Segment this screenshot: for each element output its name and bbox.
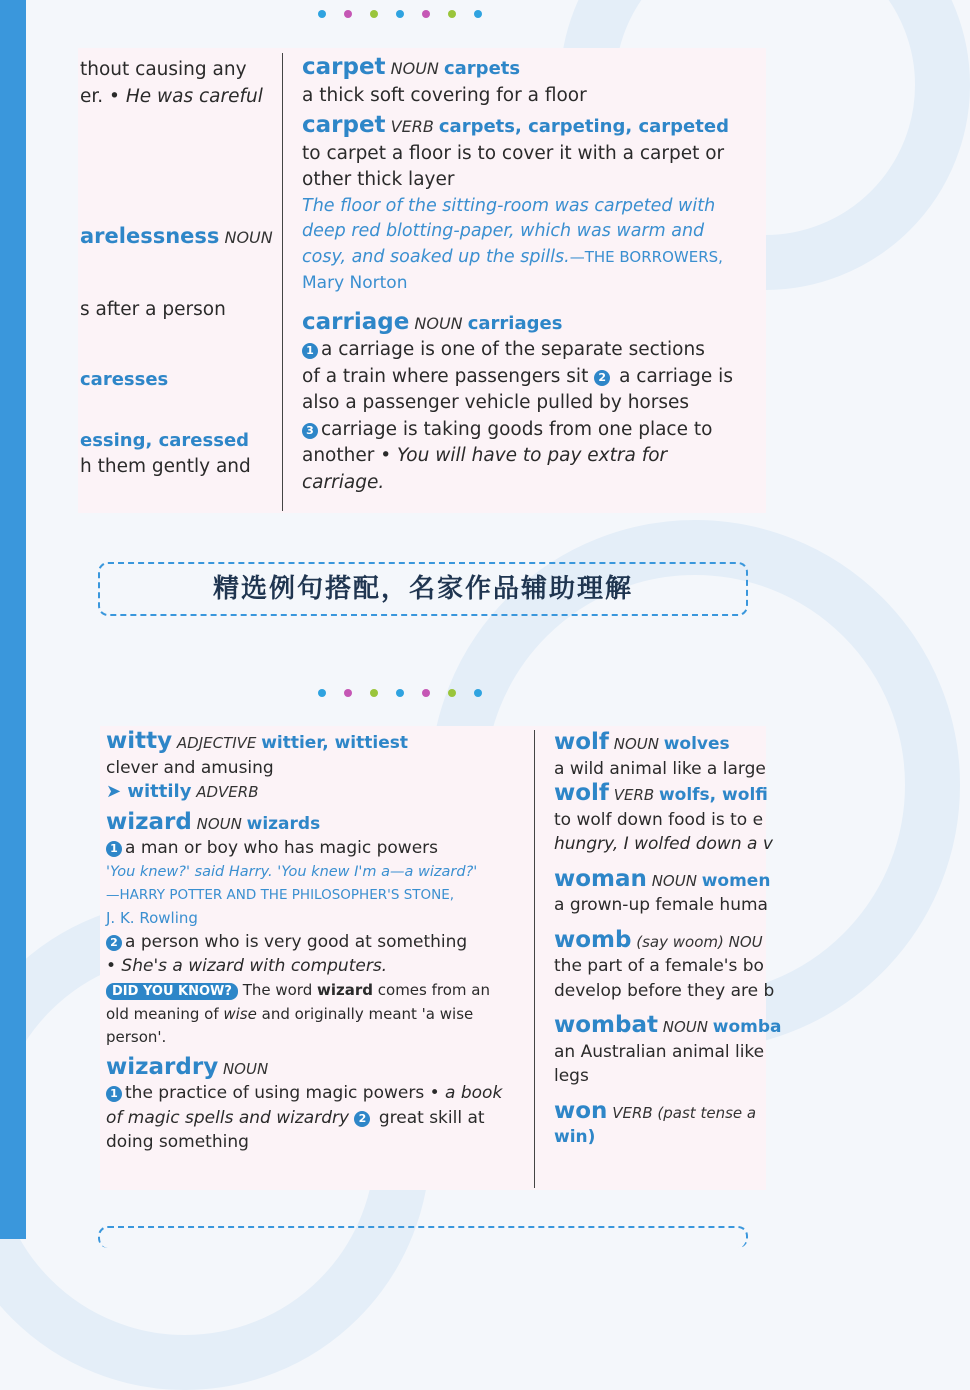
dot xyxy=(344,689,352,697)
definition: also a passenger vehicle pulled by horses xyxy=(302,392,690,413)
dot xyxy=(396,10,404,18)
column-divider xyxy=(282,53,283,511)
example: • She's a wizard with computers. xyxy=(106,956,388,976)
sense-number-badge: 1 xyxy=(106,1086,122,1102)
quotation-source: J. K. Rowling xyxy=(106,908,198,927)
decorative-dots-middle xyxy=(0,682,800,701)
dot xyxy=(344,10,352,18)
entry-wombat: wombat NOUN womba xyxy=(554,1012,782,1038)
left-column-cropped xyxy=(80,57,275,481)
definition: of magic spells and wizardry 2 great skill at xyxy=(106,1107,485,1128)
dot xyxy=(318,10,326,18)
definition: develop before they are b xyxy=(554,980,775,1001)
definition: 1 the practice of using magic powers • a book xyxy=(106,1081,526,1106)
did-you-know-note: person'. xyxy=(106,1027,167,1046)
derived-word: ➤ wittily ADVERB xyxy=(106,781,259,802)
entry-wizard: wizard NOUN wizards xyxy=(106,808,321,835)
definition: doing something xyxy=(106,1132,249,1152)
definition: of a train where passengers sit 2 a carriage is xyxy=(302,365,733,387)
dot xyxy=(318,689,326,697)
definition: an Australian animal like xyxy=(554,1041,765,1062)
dot xyxy=(396,689,404,697)
entry-won: won VERB (past tense a xyxy=(554,1097,757,1124)
dot xyxy=(370,689,378,697)
dot xyxy=(474,10,482,18)
dot xyxy=(422,689,430,697)
definition: to wolf down food is to e xyxy=(554,809,764,830)
entry-wizardry: wizardry NOUN xyxy=(106,1053,269,1080)
right-column xyxy=(302,54,762,496)
dictionary-page-bottom xyxy=(100,726,782,1190)
dot xyxy=(448,10,456,18)
entry-wolf-verb: wolf VERB wolfs, wolfi xyxy=(554,780,768,806)
definition: the part of a female's bo xyxy=(554,956,764,976)
sense-number-badge: 3 xyxy=(302,423,318,439)
quotation-source: Mary Norton xyxy=(302,273,408,293)
definition: 2 a person who is very good at something xyxy=(106,930,526,955)
did-you-know-badge: DID YOU KNOW? xyxy=(106,983,238,1000)
quotation: The floor of the sitting-room was carpeted with xyxy=(302,195,716,216)
sense-number-badge: 2 xyxy=(594,370,610,386)
entry-wolf-noun: wolf NOUN wolves xyxy=(554,729,730,755)
text-line: s after a person xyxy=(80,298,226,320)
definition: a thick soft covering for a floor xyxy=(302,84,587,106)
sense-number-badge: 2 xyxy=(354,1111,370,1127)
entry-carriage: carriage NOUN carriages xyxy=(302,308,563,335)
decorative-dots-top xyxy=(0,3,800,22)
sense-number-badge: 1 xyxy=(302,343,318,359)
definition: a grown-up female huma xyxy=(554,895,768,915)
column-divider xyxy=(534,730,535,1188)
definition: another • You will have to pay extra for xyxy=(302,445,668,466)
definition: clever and amusing xyxy=(106,757,274,778)
inflection-line: essing, caressed xyxy=(80,429,250,451)
right-column-cropped xyxy=(554,729,782,1150)
definition: legs xyxy=(554,1066,589,1086)
sense-number-badge: 2 xyxy=(106,935,122,951)
entry-carpet-noun: carpet NOUN carpets xyxy=(302,54,521,80)
entry-woman: woman NOUN women xyxy=(554,865,771,892)
definition: 3 carriage is taking goods from one place to xyxy=(302,417,762,444)
banner-text: 精选例句搭配，名家作品辅助理解 xyxy=(212,574,633,604)
entry-womb: womb (say woom) NOU xyxy=(554,926,763,953)
dot xyxy=(370,10,378,18)
definition: to carpet a floor is to cover it with a carpet or xyxy=(302,142,725,164)
example: hungry, I wolfed down a v xyxy=(554,834,773,854)
quotation: cosy, and soaked up the spills.—THE BORROWERS, xyxy=(302,246,723,267)
dot xyxy=(422,10,430,18)
next-banner-edge xyxy=(98,1226,748,1248)
inflection-line: caresses xyxy=(80,369,169,390)
did-you-know-note: DID YOU KNOW? The word wizard comes from an xyxy=(106,979,526,1003)
definition: a wild animal like a large xyxy=(554,758,766,779)
text-line: thout causing any xyxy=(80,59,247,80)
entry-carpet-verb: carpet VERB carpets, carpeting, carpeted xyxy=(302,112,729,138)
left-column xyxy=(106,729,526,1155)
quotation: 'You knew?' said Harry. 'You knew I'm a—a wizard?' xyxy=(106,863,478,880)
quotation: deep red blotting-paper, which was warm and xyxy=(302,221,705,241)
definition: 1 a man or boy who has magic powers xyxy=(106,836,526,861)
left-edge-bar xyxy=(0,0,26,1239)
text-line: h them gently and xyxy=(80,456,251,477)
headword-line: arelessness NOUN xyxy=(80,224,273,248)
sense-number-badge: 1 xyxy=(106,841,122,857)
did-you-know-note: old meaning of wise and originally meant 'a wise xyxy=(106,1004,474,1023)
dot xyxy=(448,689,456,697)
text-line: er. • He was careful xyxy=(80,85,263,107)
definition: 1 a carriage is one of the separate sections xyxy=(302,337,762,364)
quotation-source: —HARRY POTTER AND THE PHILOSOPHER'S STONE, xyxy=(106,886,455,903)
definition: carriage. xyxy=(302,471,385,493)
feature-banner xyxy=(98,562,748,616)
definition: win) xyxy=(554,1127,596,1147)
dictionary-page-top xyxy=(78,48,766,513)
entry-witty: witty ADJECTIVE wittier, wittiest xyxy=(106,728,408,754)
dot xyxy=(474,689,482,697)
definition: other thick layer xyxy=(302,169,455,190)
